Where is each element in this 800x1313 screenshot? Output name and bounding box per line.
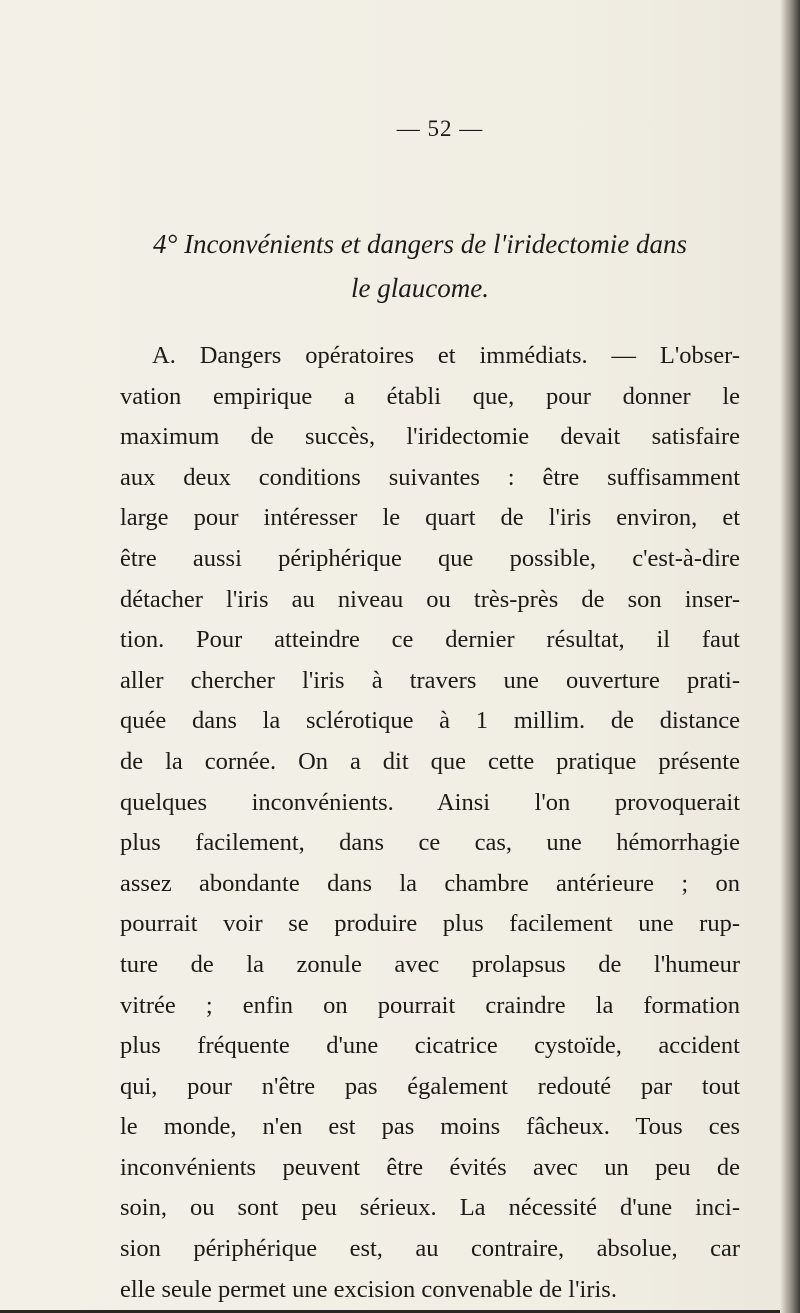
text-line: ture de la zonule avec prolapsus de l'humeur	[120, 950, 740, 978]
text-line: quelques inconvénients. Ainsi l'on provoquerait	[120, 788, 740, 816]
text-line: aux deux conditions suivantes : être suffisamment	[120, 463, 740, 491]
text-line: détacher l'iris au niveau ou très-près de son inser-	[120, 585, 740, 613]
section-heading-line-1: 4° Inconvénients et dangers de l'iridectomie dans	[153, 229, 687, 259]
text-line: elle seule permet une excision convenable de l'iris.	[120, 1275, 617, 1303]
text-line: inconvénients peuvent être évités avec un peu de	[120, 1153, 740, 1181]
text-line: A. Dangers opératoires et immédiats. — L'obser-	[152, 342, 740, 369]
section-heading	[100, 222, 740, 310]
text-line: quée dans la sclérotique à 1 millim. de distance	[120, 707, 740, 735]
body-paragraph	[120, 336, 740, 1310]
text-line: pourrait voir se produire plus facilement une rup-	[120, 910, 740, 938]
page-number: — 52 —	[396, 116, 484, 141]
page-edge-shadow	[780, 0, 800, 1313]
text-line: être aussi périphérique que possible, c'est-à-dire	[120, 544, 740, 572]
text-line: vitrée ; enfin on pourrait craindre la formation	[120, 991, 740, 1019]
text-line: le monde, n'en est pas moins fâcheux. Tous ces	[120, 1113, 740, 1141]
text-line: vation empirique a établi que, pour donner le	[120, 382, 740, 410]
text-line: large pour intéresser le quart de l'iris environ, et	[120, 504, 740, 532]
section-heading-line-2: le glaucome.	[351, 273, 489, 303]
text-line: sion périphérique est, au contraire, absolue, car	[120, 1235, 740, 1263]
text-line: aller chercher l'iris à travers une ouverture prati-	[120, 666, 740, 694]
text-line: plus facilement, dans ce cas, une hémorrhagie	[120, 829, 740, 857]
text-line: soin, ou sont peu sérieux. La nécessité d'une inci-	[120, 1194, 740, 1222]
text-line: assez abondante dans la chambre antérieure ; on	[120, 869, 740, 897]
text-line: maximum de succès, l'iridectomie devait satisfaire	[120, 423, 740, 451]
text-line: tion. Pour atteindre ce dernier résultat, il faut	[120, 626, 740, 654]
text-line: plus fréquente d'une cicatrice cystoïde, accident	[120, 1032, 740, 1060]
text-line: qui, pour n'être pas également redouté par tout	[120, 1072, 740, 1100]
text-line: de la cornée. On a dit que cette pratique présente	[120, 747, 740, 775]
